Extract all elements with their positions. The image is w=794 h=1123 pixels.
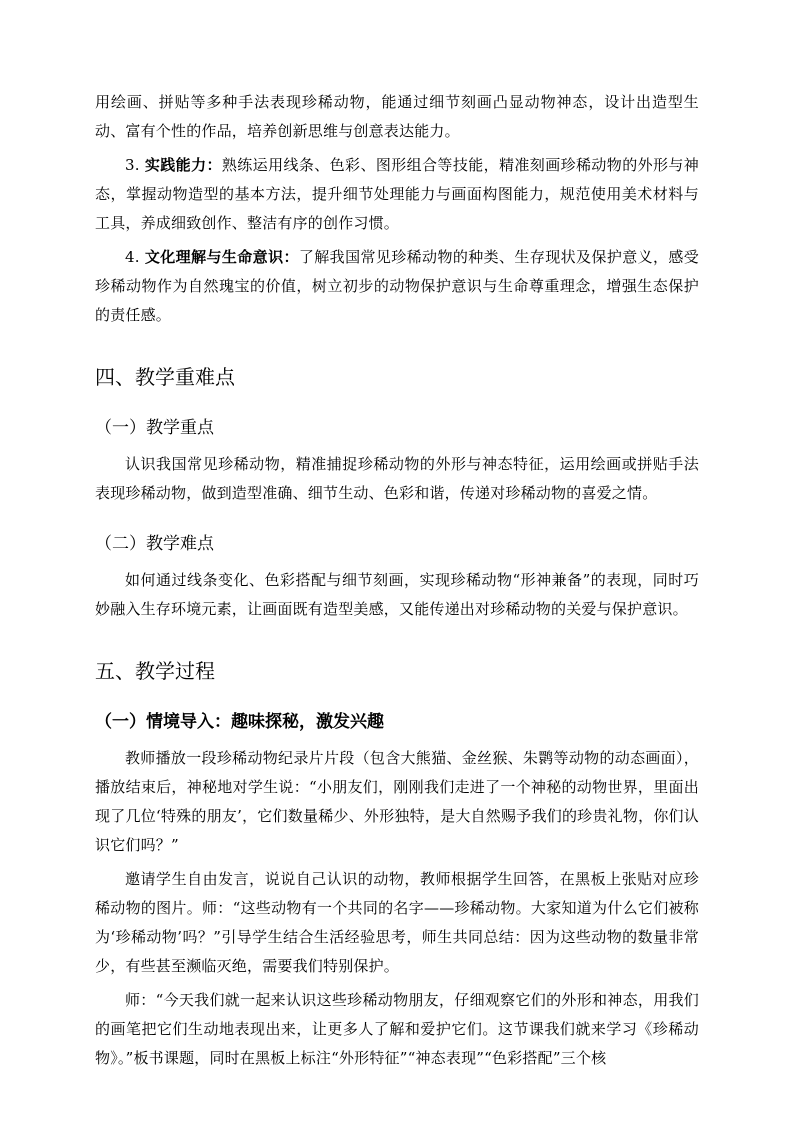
process-paragraph-2: 邀请学生自由发言，说说自己认识的动物，教师根据学生回答，在黑板上张贴对应珍稀动物的图片。师：“这些动物有一个共同的名字——珍稀动物。大家知道为什么它们被称为‘珍稀动物’吗？”引导学生结合生活经验思考，师生共同总结：因为这些动物的数量非常少，有些甚至濒临灭绝，需要我们特别保护。 — [95, 870, 699, 975]
practice-ability-paragraph — [95, 151, 699, 238]
teaching-focus-paragraph: 认识我国常见珍稀动物，精准捕捉珍稀动物的外形与神态特征，运用绘画或拼贴手法表现珍稀动物，做到造型准确、细节生动、色彩和谐，传递对珍稀动物的喜爱之情。 — [95, 455, 699, 502]
process-paragraph-1: 教师播放一段珍稀动物纪录片片段（包含大熊猫、金丝猴、朱鹮等动物的动态画面），播放结束后，神秘地对学生说：“小朋友们，刚刚我们走进了一个神秘的动物世界，里面出现了几位‘特殊的朋友’，它们数量稀少、外形独特，是大自然赐予我们的珍贵礼物，你们认识它们吗？” — [95, 749, 699, 854]
item-number: 4. — [125, 248, 145, 266]
section-heading-teaching-process: 五、教学过程 — [95, 659, 215, 683]
item-label: 文化理解与生命意识： — [144, 248, 299, 266]
teaching-difficulty-paragraph: 如何通过线条变化、色彩搭配与细节刻画，实现珍稀动物“形神兼备”的表现，同时巧妙融入生存环境元素，让画面既有造型美感，又能传递出对珍稀动物的关爱与保护意识。 — [95, 571, 699, 618]
intro-continuation-paragraph: 用绘画、拼贴等多种手法表现珍稀动物，能通过细节刻画凸显动物神态，设计出造型生动、富有个性的作品，培养创新思维与创意表达能力。 — [95, 93, 699, 140]
item-text: 了解我国常见珍稀动物的种类、生存现状及保护意义，感受珍稀动物作为自然瑰宝的价值，树立初步的动物保护意识与生命尊重理念，增强生态保护的责任感。 — [95, 248, 700, 324]
subheading-situation-intro: （一）情境导入：趣味探秘，激发兴趣 — [95, 712, 384, 732]
item-text: 熟练运用线条、色彩、图形组合等技能，精准刻画珍稀动物的外形与神态，掌握动物造型的基本方法，提升细节处理能力与画面构图能力，规范使用美术材料与工具，养成细致创作、整洁有序的创作习惯。 — [95, 156, 699, 232]
item-label: 实践能力： — [144, 156, 222, 174]
section-heading-key-points: 四、教学重难点 — [95, 365, 235, 389]
subheading-teaching-difficulty: （二）教学难点 — [95, 534, 214, 554]
process-paragraph-3: 师：“今天我们就一起来认识这些珍稀动物朋友，仔细观察它们的外形和神态，用我们的画笔把它们生动地表现出来，让更多人了解和爱护它们。这节课我们就来学习《珍稀动物》。”板书课题，同时在黑板上标注“外形特征”“神态表现”“色彩搭配”三个核 — [95, 991, 699, 1067]
culture-life-paragraph — [95, 243, 699, 330]
subheading-teaching-focus: （一）教学重点 — [95, 418, 214, 438]
item-number: 3. — [125, 156, 145, 174]
